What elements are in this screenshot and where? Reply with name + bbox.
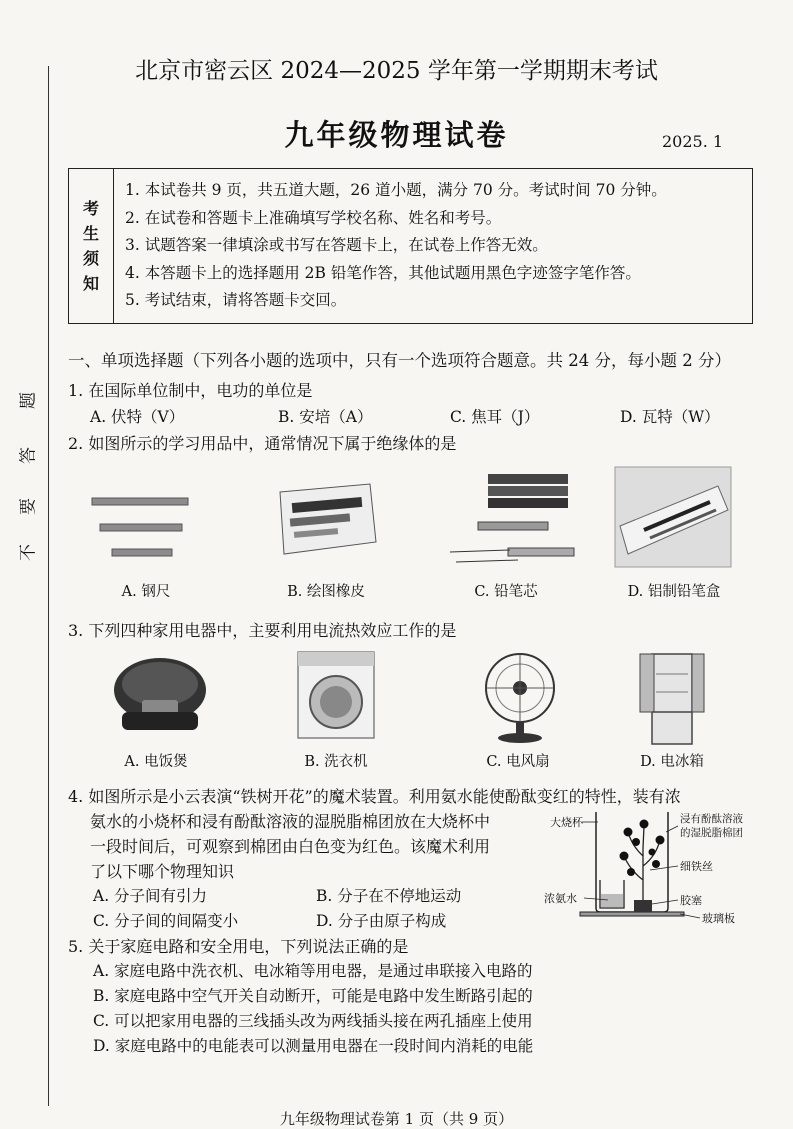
iron-tree-apparatus-diagram (540, 808, 752, 926)
q4-option-a: A. 分子间有引力 (93, 887, 208, 905)
sidebar-char: 要 (18, 498, 39, 515)
q3-caption-c: C. 电风扇 (486, 754, 550, 770)
notice-label-char: 考 (82, 199, 99, 218)
section-title: 一、单项选择题（下列各小题的选项中，只有一个选项符合题意。共 24 分，每小题 2 分） (68, 351, 731, 370)
paper-title: 九年级物理试卷 (284, 118, 509, 152)
notice-item: 1. 本试卷共 9 页，共五道大题，26 道小题，满分 70 分。考试时间 70 分钟。 (125, 181, 667, 199)
q1-option-d: D. 瓦特（W） (620, 408, 720, 426)
label-big-beaker: 大烧杯 (550, 816, 583, 829)
notice-label-char: 须 (82, 249, 99, 268)
pencil-lead-image (448, 470, 578, 570)
notice-label-char: 知 (82, 274, 99, 293)
q2-stem: 2. 如图所示的学习用品中，通常情况下属于绝缘体的是 (68, 434, 457, 453)
q3-caption-d: D. 电冰箱 (640, 754, 704, 770)
electric-fan-image (480, 650, 560, 744)
q3-caption-a: A. 电饭煲 (124, 754, 188, 770)
q2-caption-a: A. 钢尺 (121, 584, 171, 600)
binding-line (48, 66, 49, 1106)
q1-stem: 1. 在国际单位制中，电功的单位是 (68, 381, 313, 400)
q4-stem-line: 一段时间后，可观察到棉团由白色变为红色。该魔术利用 (90, 837, 491, 856)
sidebar-char: 题 (18, 392, 39, 409)
label-glass-plate: 玻璃板 (702, 912, 735, 925)
q5-option-a: A. 家庭电路中洗衣机、电冰箱等用电器，是通过串联接入电路的 (93, 962, 533, 980)
q2-caption-c: C. 铅笔芯 (474, 584, 538, 600)
q4-option-d: D. 分子由原子构成 (316, 912, 447, 930)
label-stopper: 胶塞 (680, 894, 702, 907)
exam-title: 北京市密云区 2024—2025 学年第一学期期末考试 (135, 58, 658, 84)
q4-option-c: C. 分子间的间隔变小 (93, 912, 239, 930)
q4-stem-line: 了以下哪个物理知识 (90, 862, 235, 881)
q2-caption-d: D. 铝制铅笔盒 (627, 584, 721, 600)
notice-item: 2. 在试卷和答题卡上准确填写学校名称、姓名和考号。 (125, 208, 502, 227)
label-wire: 细铁丝 (680, 860, 713, 873)
q1-option-c: C. 焦耳（J） (450, 408, 540, 426)
label-cotton-line2: 的湿脱脂棉团 (680, 827, 743, 839)
sidebar-char: 不 (18, 544, 39, 561)
q1-option-a: A. 伏特（V） (90, 408, 185, 426)
aluminium-pencil-case-image (614, 466, 732, 568)
notice-item: 5. 考试结束，请将答题卡交回。 (125, 291, 347, 309)
q4-option-b: B. 分子在不停地运动 (316, 887, 462, 905)
rice-cooker-image (110, 650, 210, 740)
notice-item: 3. 试题答案一律填涂或书写在答题卡上，在试卷上作答无效。 (125, 236, 548, 254)
q1-option-b: B. 安培（A） (278, 408, 373, 426)
refrigerator-image (638, 652, 706, 746)
eraser-image (270, 482, 380, 567)
sidebar-char: 答 (18, 447, 39, 464)
notice-label (69, 169, 114, 323)
notice-box (68, 168, 753, 324)
washing-machine-image (296, 650, 376, 740)
q5-stem: 5. 关于家庭电路和安全用电，下列说法正确的是 (68, 937, 409, 956)
notice-items (125, 177, 744, 315)
label-ammonia: 浓氨水 (544, 892, 577, 905)
notice-label-char: 生 (82, 224, 99, 243)
exam-date: 2025. 1 (662, 132, 724, 151)
q3-stem: 3. 下列四种家用电器中，主要利用电流热效应工作的是 (68, 621, 457, 640)
steel-ruler-image (90, 492, 190, 562)
q4-stem-line: 氨水的小烧杯和浸有酚酞溶液的湿脱脂棉团放在大烧杯中 (90, 812, 491, 831)
page-footer: 九年级物理试卷第 1 页（共 9 页） (279, 1110, 514, 1128)
q5-option-d: D. 家庭电路中的电能表可以测量用电器在一段时间内消耗的电能 (93, 1037, 534, 1055)
q5-option-b: B. 家庭电路中空气开关自动断开，可能是电路中发生断路引起的 (93, 987, 533, 1005)
q3-caption-b: B. 洗衣机 (304, 754, 368, 770)
q5-option-c: C. 可以把家用电器的三线插头改为两线插头接在两孔插座上使用 (93, 1012, 533, 1030)
q2-caption-b: B. 绘图橡皮 (287, 584, 365, 600)
q4-stem-line: 4. 如图所示是小云表演“铁树开花”的魔术装置。利用氨水能使酚酞变红的特性，装有浓 (68, 787, 681, 806)
label-cotton-line1: 浸有酚酞溶液 (680, 813, 743, 825)
notice-item: 4. 本答题卡上的选择题用 2B 铅笔作答，其他试题用黑色字迹签字笔作答。 (125, 263, 641, 282)
